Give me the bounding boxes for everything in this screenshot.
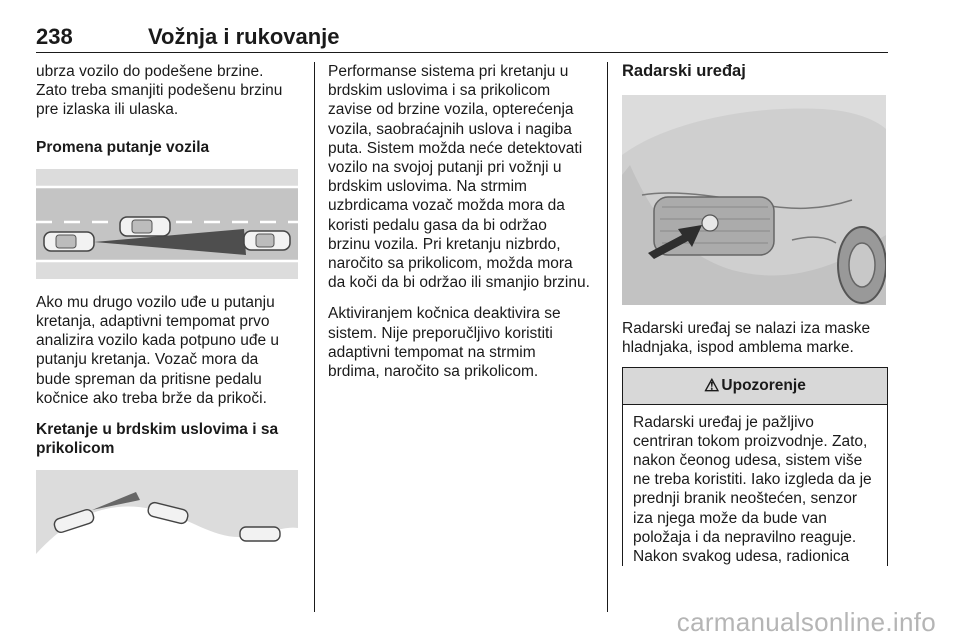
car-icon <box>240 527 280 541</box>
warning-triangle-icon: ⚠ <box>704 375 720 395</box>
warning-body <box>623 405 887 567</box>
intro-line: pre izlaska ili ulaska. <box>36 101 179 119</box>
radar-location-text: hladnjaka, ispod amblema marke. <box>622 339 854 357</box>
lane-change-text: kretanja, adaptivni tempomat prvo <box>36 313 270 331</box>
brake-deactivation-text: brdima, naročito sa prikolicom. <box>328 363 539 381</box>
hill-performance-text: brdskim uslovima. Na strmim <box>328 178 527 196</box>
lane-change-text: analizira vozilo kada potpuno uđe u <box>36 332 280 350</box>
column-left <box>36 62 302 576</box>
hill-performance-text: puta. Sistem možda neće detektovati <box>328 139 583 157</box>
radar-location-text: Radarski uređaj se nalazi iza maske <box>622 320 871 338</box>
hill-performance-text: vozila, saobraćajnih uslova i nagiba <box>328 120 572 138</box>
radar-location-illustration <box>622 95 886 305</box>
lane-change-text: bude spreman da pritisne pedalu <box>36 370 262 388</box>
hill-performance-text: brzinu vozila. Pri kretanju nizbrdo, <box>328 235 561 253</box>
hill-driving-illustration <box>36 470 298 576</box>
hill-performance-text: Performanse sistema pri kretanju u <box>328 63 569 80</box>
brake-deactivation-text: Aktiviranjem kočnica deaktivira se <box>328 305 561 323</box>
car-icon <box>120 217 170 236</box>
section-heading-hills: Kretanje u brdskim uslovima i sa <box>36 421 279 439</box>
page-number: 238 <box>36 24 73 49</box>
hill-performance-text: zavise od brzine vozila, opterećenja <box>328 101 574 119</box>
warning-box <box>622 367 888 567</box>
lane-change-text: kočnice ako treba brže da prikoči. <box>36 389 267 407</box>
column-right <box>622 62 890 566</box>
warning-title: Upozorenje <box>721 376 806 394</box>
warning-text: položaja i da nepravilno reaguje. <box>633 528 857 546</box>
column-middle <box>328 62 590 381</box>
hill-performance-text: da koči da bi održao ili smanjio brzinu. <box>328 274 590 292</box>
hill-performance-text: naročito sa prikolicom, možda mora <box>328 255 573 273</box>
warning-text: Radarski uređaj je pažljivo <box>633 413 814 431</box>
warning-text: centriran tokom proizvodnje. Zato, <box>633 432 868 450</box>
section-heading-hills: prikolicom <box>36 440 115 458</box>
brake-deactivation-text: adaptivni tempomat na strmim <box>328 343 536 361</box>
chapter-title: Vožnja i rukovanje <box>148 24 340 49</box>
warning-text: nakon čeonog udesa, sistem više <box>633 452 863 470</box>
car-icon <box>244 231 290 250</box>
brake-deactivation-text: sistem. Nije preporučljivo koristiti <box>328 324 553 342</box>
lane-change-text: putanju kretanja. Vozač mora da <box>36 351 259 369</box>
hill-performance-text: vozilo na svojoj putanji pri vožnji u <box>328 159 562 177</box>
hill-performance-text: uzbrdicama vozač možda mora da <box>328 197 565 215</box>
watermark: carmanualsonline.info <box>676 607 936 637</box>
warning-text: prednji branik neoštećen, senzor <box>633 490 858 508</box>
hill-performance-text: brdskim uslovima i sa prikolicom <box>328 82 551 100</box>
car-icon <box>44 232 94 251</box>
intro-line: Zato treba smanjiti podešenu brzinu <box>36 82 283 100</box>
page-header <box>36 22 888 53</box>
column-divider <box>314 62 315 612</box>
lane-change-text: Ako mu drugo vozilo uđe u putanju <box>36 293 275 311</box>
warning-text: Nakon svakog udesa, radionica <box>633 548 850 566</box>
hill-performance-text: koristi pedalu gasa da bi održao <box>328 216 547 234</box>
intro-line: ubrza vozilo do podešene brzine. <box>36 63 264 80</box>
warning-header <box>623 368 887 405</box>
section-heading-radar: Radarski uređaj <box>622 62 746 80</box>
brand-emblem <box>702 215 718 231</box>
lane-change-illustration <box>36 169 298 279</box>
column-divider <box>607 62 608 612</box>
warning-text: iza njega može da bude van <box>633 509 827 527</box>
section-heading-lane-change: Promena putanje vozila <box>36 138 210 156</box>
warning-text: ne treba koristiti. Iako izgleda da je <box>633 471 872 489</box>
